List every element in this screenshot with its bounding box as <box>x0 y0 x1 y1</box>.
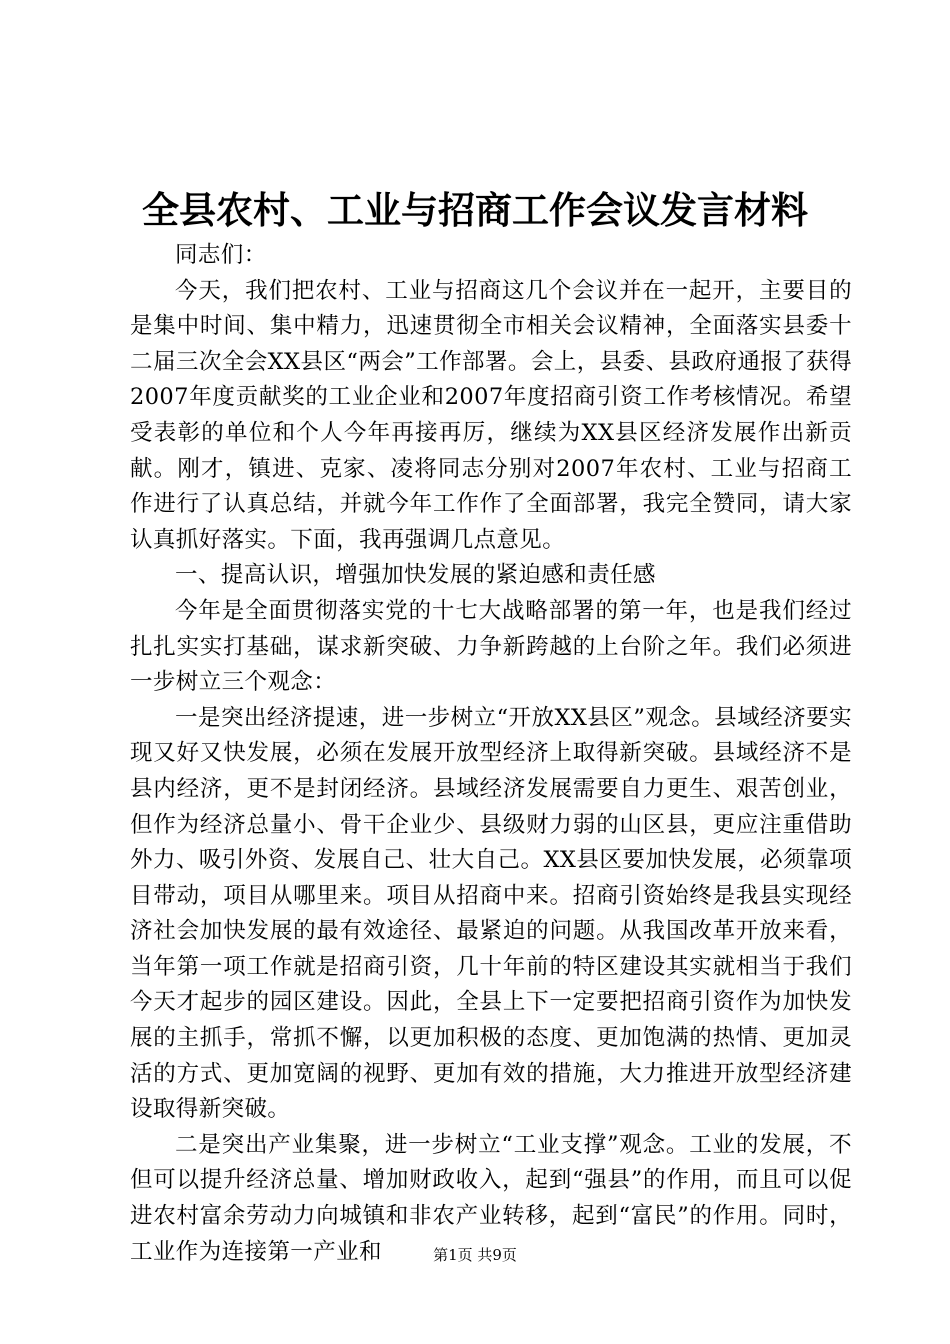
document-title: 全县农村、工业与招商工作会议发言材料 <box>142 188 808 232</box>
section-heading-1: 一、提高认识，增强加快发展的紧迫感和责任感 <box>175 562 656 589</box>
page-footer: 第1页 共9页 <box>433 1246 517 1264</box>
paragraph-point-2: 二是突出产业集聚，进一步树立“工业支撑”观念。工业的发展，不但可以提升经济总量、增加财政收入，起到“强县”的作用，而且可以促进农村富余劳动力向城镇和非农产业转移，起到“富民”的作用。同时，工业作为连接第一产业和 <box>130 1131 852 1265</box>
paragraph-intro: 今天，我们把农村、工业与招商这几个会议并在一起开，主要目的是集中时间、集中精力，迅速贯彻全市相关会议精神，全面落实县委十二届三次全会XX县区“两会”工作部署。会上，县委、县政府通报了获得2007年度贡献奖的工业企业和2007年度招商引资工作考核情况。希望受表彰的单位和个人今年再接再厉，继续为XX县区经济发展作出新贡献。刚才，镇进、克家、凌将同志分别对2007年农村、工业与招商工作进行了认真总结，并就今年工作作了全面部署，我完全赞同，请大家认真抓好落实。下面，我再强调几点意见。 <box>130 277 852 553</box>
paragraph-section-1-intro: 今年是全面贯彻落实党的十七大战略部署的第一年，也是我们经过扎扎实实打基础，谋求新突破、力争新跨越的上台阶之年。我们必须进一步树立三个观念： <box>130 597 852 696</box>
document-body <box>130 238 852 1270</box>
paragraph-point-1: 一是突出经济提速，进一步树立“开放XX县区”观念。县域经济要实现又好又快发展，必须在发展开放型经济上取得新突破。县域经济不是县内经济，更不是封闭经济。县域经济发展需要自力更生、艰苦创业，但作为经济总量小、骨干企业少、县级财力弱的山区县，更应注重借助外力、吸引外资、发展自己、壮大自己。XX县区要加快发展，必须靠项目带动，项目从哪里来。项目从招商中来。招商引资始终是我县实现经济社会加快发展的最有效途径、最紧迫的问题。从我国改革开放来看，当年第一项工作就是招商引资，几十年前的特区建设其实就相当于我们今天才起步的园区建设。因此，全县上下一定要把招商引资作为加快发展的主抓手，常抓不懈，以更加积极的态度、更加饱满的热情、更加灵活的方式、更加宽阔的视野、更加有效的措施，大力推进开放型经济建设取得新突破。 <box>130 704 852 1123</box>
salutation: 同志们： <box>175 242 267 268</box>
